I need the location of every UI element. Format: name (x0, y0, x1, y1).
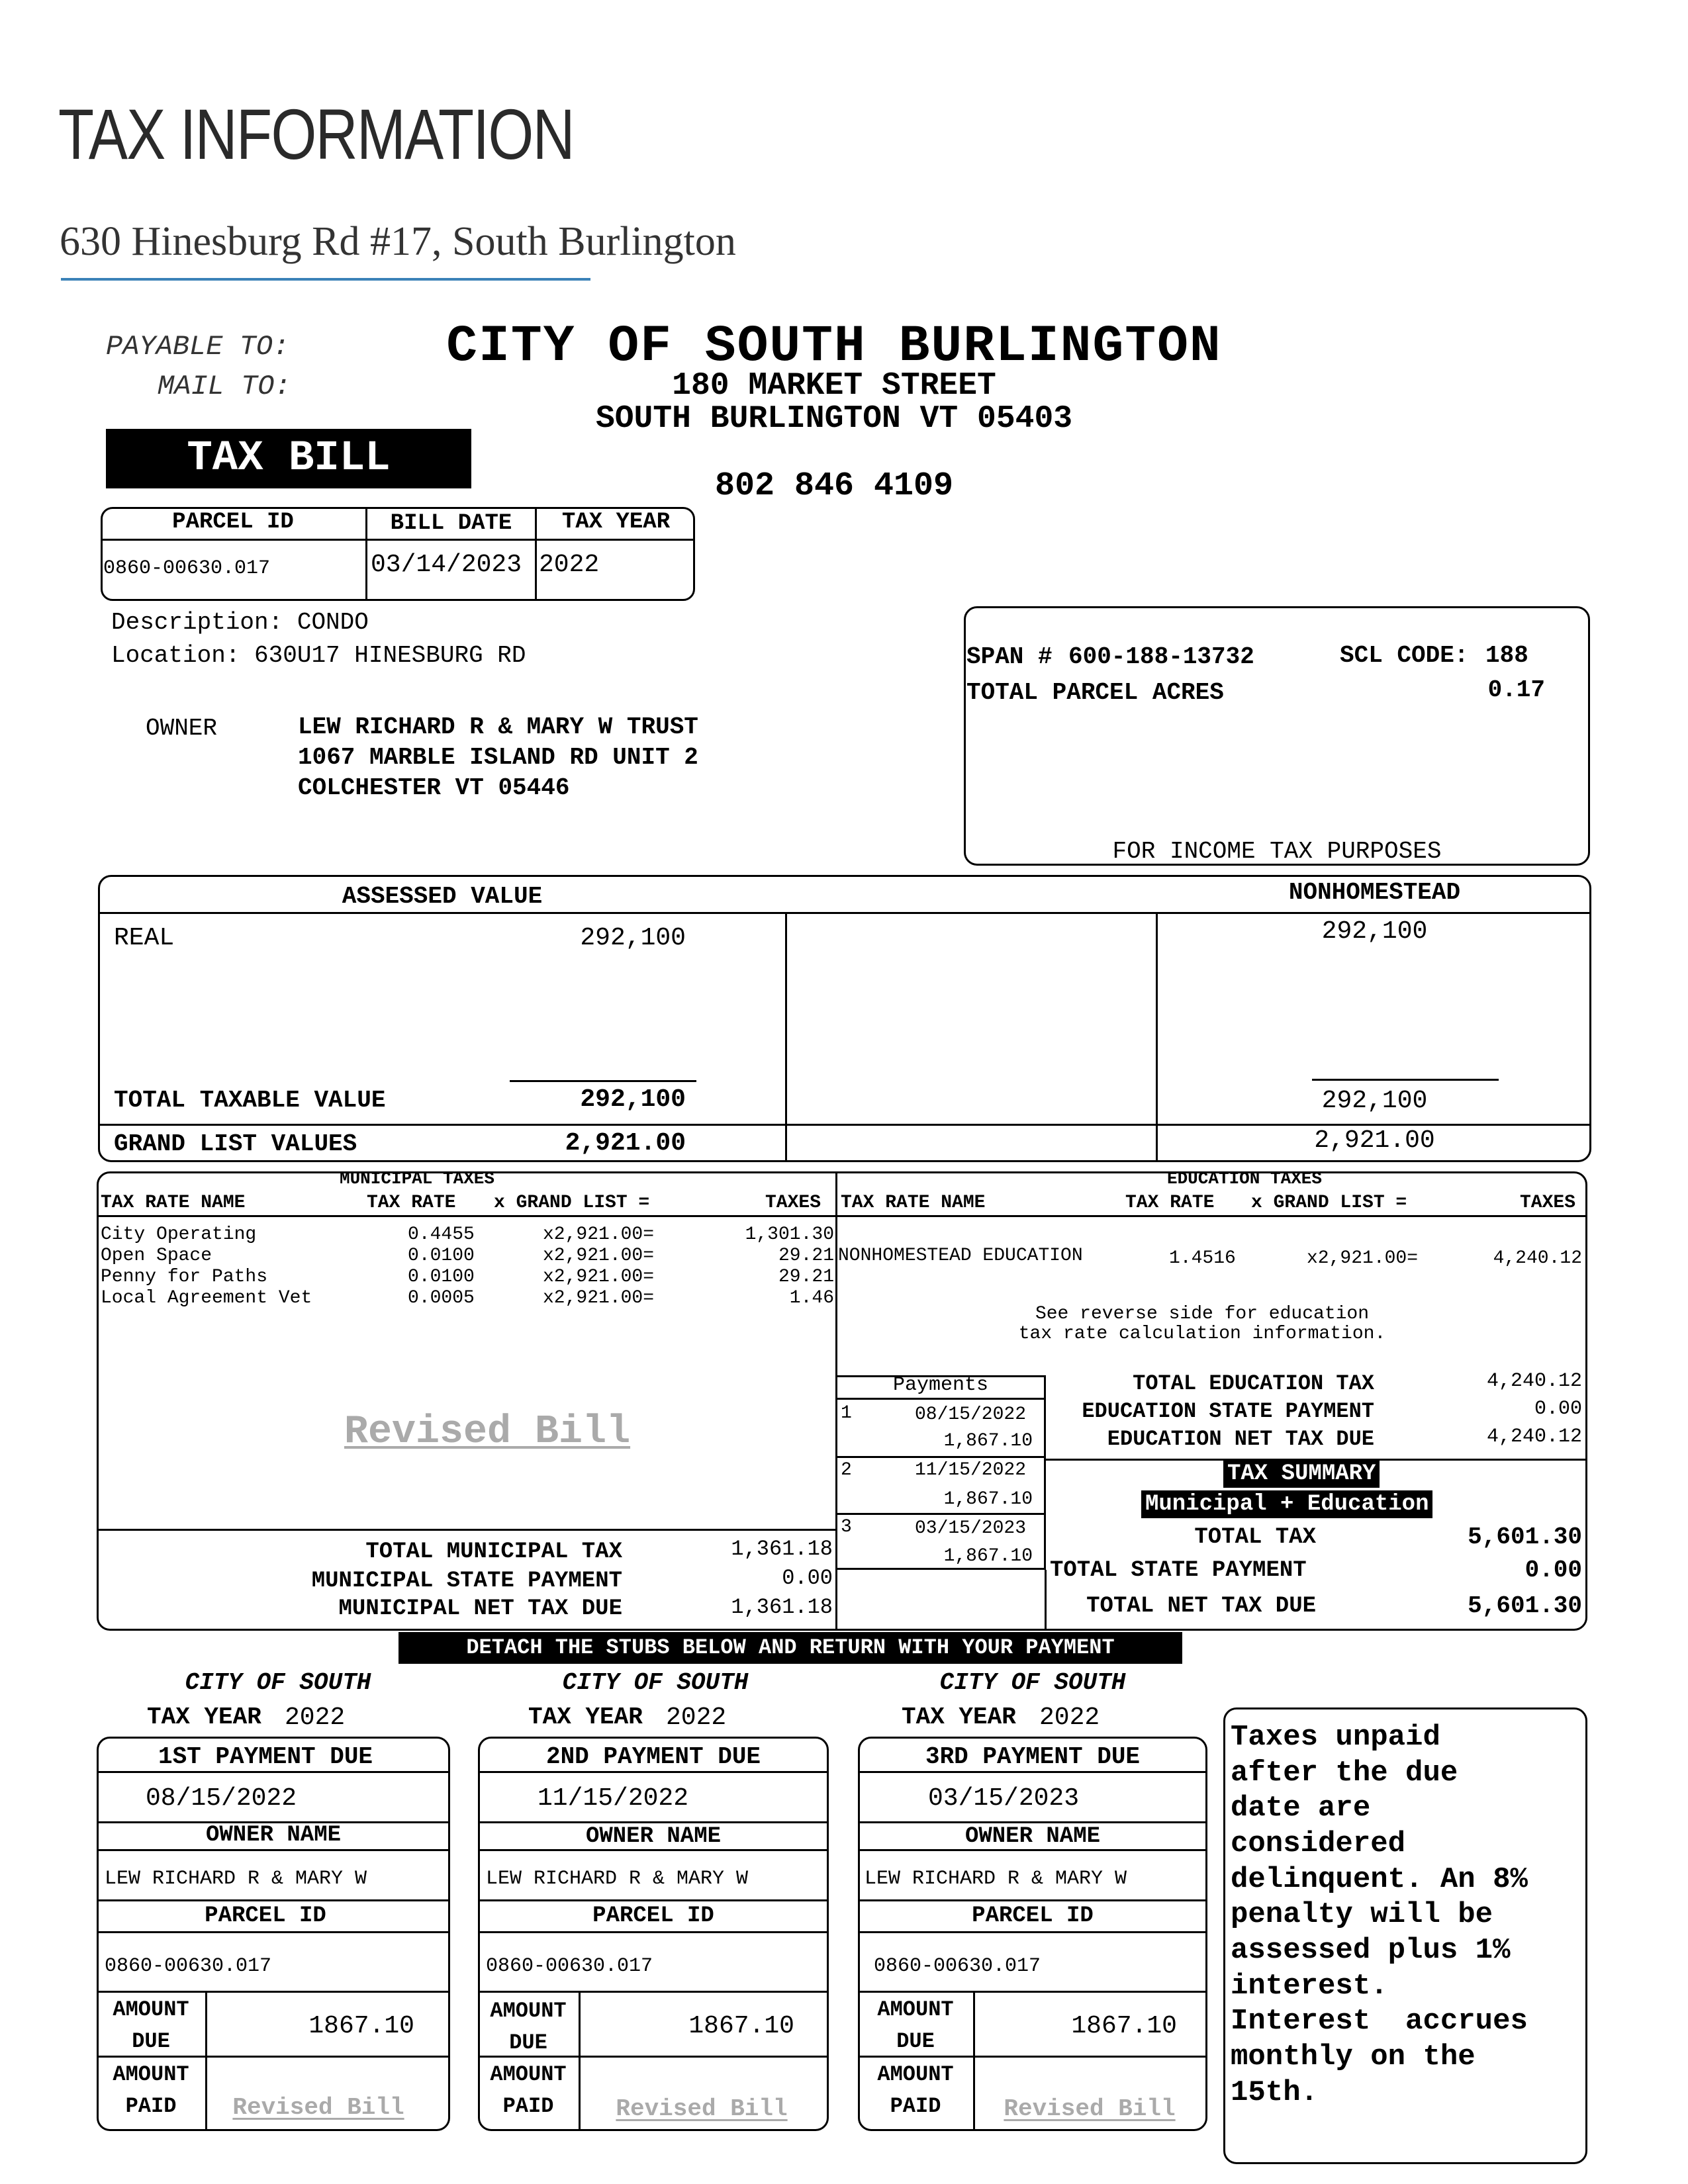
muni-row-name: Local Agreement Vet (101, 1288, 312, 1308)
parcel-description: Description: CONDO (111, 609, 369, 636)
total-education-value: 4,240.12 (1486, 1370, 1582, 1392)
muni-row-rate: 0.0005 (408, 1288, 475, 1308)
notice-line: interest. (1231, 1969, 1388, 2003)
notice-line: after the due (1231, 1756, 1458, 1790)
stub-paid-label-2: PAID (890, 2094, 941, 2118)
stub-city: CITY OF SOUTH (562, 1669, 749, 1696)
stub-owner: LEW RICHARD R & MARY W (865, 1868, 1127, 1890)
grand-list-value: 2,921.00 (565, 1129, 686, 1158)
edu-row-rate: 1.4516 (1169, 1248, 1236, 1269)
stub-parcel: 0860-00630.017 (874, 1955, 1041, 1978)
total-tax-value: 5,601.30 (1468, 1524, 1582, 1551)
education-note-line-1: See reverse side for education (1035, 1304, 1370, 1324)
owner-line-1: LEW RICHARD R & MARY W TRUST (298, 713, 698, 741)
street-address: 180 MARKET STREET (672, 368, 996, 404)
payment-amount: 1,867.10 (943, 1489, 1033, 1510)
payment-amount: 1,867.10 (943, 1431, 1033, 1451)
nonhomestead-grand-list: 2,921.00 (1314, 1126, 1435, 1155)
nonhomestead-real-value: 292,100 (1321, 917, 1428, 946)
education-state-payment-value: 0.00 (1534, 1398, 1582, 1420)
muni-row-grand: x2,921.00= (543, 1224, 655, 1245)
stub-owner-label: OWNER NAME (205, 1823, 342, 1848)
edu-row-name: NONHOMESTEAD EDUCATION (838, 1246, 1083, 1266)
notice-line: monthly on the (1231, 2040, 1476, 2074)
city-state-zip: SOUTH BURLINGTON VT 05403 (595, 401, 1073, 437)
total-net-due-value: 5,601.30 (1468, 1592, 1582, 1619)
total-taxable-label: TOTAL TAXABLE VALUE (114, 1087, 386, 1114)
assessed-value-header: ASSESSED VALUE (342, 883, 543, 910)
page-title: TAX INFORMATION (58, 94, 574, 174)
payments-header: Payments (892, 1374, 989, 1396)
stub-amount-value: 1867.10 (308, 2012, 414, 2040)
payment-number: 3 (841, 1517, 852, 1537)
total-state-payment-value: 0.00 (1524, 1557, 1582, 1584)
muni-row-grand: x2,921.00= (543, 1288, 655, 1308)
muni-row-taxes: 1.46 (789, 1288, 834, 1308)
stub-paid-value[interactable]: Revised Bill (1004, 2095, 1176, 2122)
muni-row-name: Open Space (101, 1246, 212, 1266)
stub-due-label: 2ND PAYMENT DUE (545, 1743, 761, 1770)
muni-col-taxes: TAXES (765, 1193, 821, 1213)
real-label: REAL (114, 924, 175, 952)
stub-paid-label-1: AMOUNT (113, 2062, 189, 2087)
nonhomestead-subtotal-rule (1312, 1079, 1499, 1081)
payment-number: 1 (841, 1403, 852, 1424)
total-municipal-value: 1,361.18 (731, 1537, 833, 1561)
stub-owner: LEW RICHARD R & MARY W (486, 1868, 749, 1890)
municipal-net-value: 1,361.18 (731, 1595, 833, 1619)
stub-city: CITY OF SOUTH (185, 1669, 371, 1696)
tax-year-header: TAX YEAR (561, 510, 671, 535)
owner-label: OWNER (146, 715, 218, 742)
edu-col-name: TAX RATE NAME (841, 1193, 986, 1213)
stub-amount-label-1: AMOUNT (113, 1997, 189, 2022)
real-value: 292,100 (580, 924, 686, 952)
stub-paid-value[interactable]: Revised Bill (616, 2095, 788, 2122)
payment-date: 03/15/2023 (914, 1518, 1026, 1539)
parcel-location: Location: 630U17 HINESBURG RD (111, 642, 526, 669)
stub-paid-label-1: AMOUNT (877, 2062, 954, 2087)
muni-row-rate: 0.0100 (408, 1267, 475, 1287)
payment-date: 08/15/2022 (914, 1404, 1026, 1425)
stub-due-label: 1ST PAYMENT DUE (158, 1743, 373, 1770)
education-net-value: 4,240.12 (1486, 1426, 1582, 1448)
owner-line-2: 1067 MARBLE ISLAND RD UNIT 2 (298, 744, 698, 771)
mail-to-label: MAIL TO: (158, 371, 291, 402)
stub-tax-year: 2022 (1039, 1704, 1100, 1732)
muni-row-taxes: 29.21 (778, 1246, 834, 1266)
municipal-state-payment-value: 0.00 (782, 1566, 833, 1590)
notice-line: 15th. (1231, 2075, 1319, 2109)
notice-line: date are (1231, 1792, 1371, 1825)
total-tax-label: TOTAL TAX (1194, 1525, 1316, 1550)
income-tax-note: FOR INCOME TAX PURPOSES (1112, 838, 1442, 865)
notice-line: penalty will be (1231, 1898, 1493, 1932)
scl-code-value: 188 (1485, 642, 1528, 669)
address-underline (61, 278, 590, 281)
nonhomestead-total-taxable: 292,100 (1321, 1087, 1428, 1115)
notice-line: Taxes unpaid (1231, 1721, 1440, 1754)
education-taxes-title: EDUCATION TAXES (1166, 1169, 1323, 1189)
stub-owner-label: OWNER NAME (585, 1824, 722, 1849)
property-address: 630 Hinesburg Rd #17, South Burlington (60, 219, 736, 264)
notice-line: delinquent. An 8% (1231, 1862, 1528, 1896)
parcel-id-value: 0860-00630.017 (103, 557, 271, 580)
stub-city: CITY OF SOUTH (939, 1669, 1126, 1696)
stub-paid-label-2: PAID (502, 2094, 554, 2118)
edu-col-grand: x GRAND LIST = (1251, 1193, 1407, 1213)
delinquency-notice (1223, 1707, 1587, 2164)
owner-line-3: COLCHESTER VT 05446 (298, 774, 570, 801)
stub-due-label: 3RD PAYMENT DUE (925, 1743, 1141, 1770)
muni-row-taxes: 1,301.30 (745, 1224, 834, 1245)
stub-tax-year-label: TAX YEAR (902, 1704, 1016, 1731)
municipal-net-label: MUNICIPAL NET TAX DUE (338, 1596, 622, 1621)
stub-parcel-label: PARCEL ID (205, 1903, 326, 1929)
total-net-due-label: TOTAL NET TAX DUE (1086, 1594, 1316, 1619)
tax-summary-title: TAX SUMMARY (1223, 1460, 1380, 1488)
span-number: 600-188-13732 (1068, 643, 1254, 670)
stub-amount-label-2: DUE (509, 2030, 547, 2055)
stub-parcel: 0860-00630.017 (486, 1955, 653, 1978)
payment-number: 2 (841, 1460, 852, 1480)
total-taxable-value: 292,100 (580, 1085, 686, 1114)
stub-owner-label: OWNER NAME (964, 1824, 1101, 1849)
payment-amount: 1,867.10 (943, 1546, 1033, 1567)
muni-row-grand: x2,921.00= (543, 1246, 655, 1266)
edu-col-taxes: TAXES (1519, 1193, 1575, 1213)
scl-code-label: SCL CODE: (1340, 642, 1469, 669)
stub-due-date: 11/15/2022 (538, 1784, 689, 1813)
stub-amount-label-1: AMOUNT (490, 1999, 567, 2023)
stub-owner: LEW RICHARD R & MARY W (105, 1868, 367, 1890)
muni-row-rate: 0.0100 (408, 1246, 475, 1266)
acres-label: TOTAL PARCEL ACRES (966, 679, 1224, 706)
education-state-payment-label: EDUCATION STATE PAYMENT (1082, 1399, 1374, 1424)
stub-parcel-label: PARCEL ID (592, 1903, 714, 1929)
stub-amount-label-2: DUE (896, 2029, 935, 2054)
stub-paid-label-1: AMOUNT (490, 2062, 567, 2087)
payment-date: 11/15/2022 (914, 1460, 1026, 1480)
muni-row-name: Penny for Paths (101, 1267, 268, 1287)
subtotal-rule (510, 1080, 696, 1082)
tax-year-value: 2022 (539, 551, 600, 579)
notice-line: assessed plus 1% (1231, 1934, 1511, 1968)
revised-bill-stamp: Revised Bill (344, 1410, 631, 1455)
municipal-state-payment-label: MUNICIPAL STATE PAYMENT (311, 1569, 622, 1594)
payable-to-label: PAYABLE TO: (106, 331, 290, 363)
bill-date-value: 03/14/2023 (371, 551, 522, 579)
stub-tax-year: 2022 (666, 1704, 727, 1732)
stub-due-date: 08/15/2022 (146, 1784, 297, 1813)
edu-col-rate: TAX RATE (1125, 1193, 1215, 1213)
muni-col-rate: TAX RATE (367, 1193, 456, 1213)
stub-paid-value[interactable]: Revised Bill (232, 2094, 404, 2121)
stub-tax-year-label: TAX YEAR (147, 1704, 261, 1731)
bill-date-header: BILL DATE (390, 511, 512, 536)
nonhomestead-header: NONHOMESTEAD (1288, 879, 1461, 906)
stub-due-date: 03/15/2023 (928, 1784, 1080, 1813)
muni-row-grand: x2,921.00= (543, 1267, 655, 1287)
total-state-payment-label: TOTAL STATE PAYMENT (1050, 1558, 1307, 1583)
total-education-label: TOTAL EDUCATION TAX (1133, 1371, 1374, 1396)
muni-col-grand: x GRAND LIST = (494, 1193, 650, 1213)
stub-amount-label-2: DUE (132, 2029, 170, 2054)
notice-line: Interest accrues (1231, 2005, 1528, 2038)
muni-col-name: TAX RATE NAME (101, 1193, 246, 1213)
muni-row-rate: 0.4455 (408, 1224, 475, 1245)
muni-row-taxes: 29.21 (778, 1267, 834, 1287)
total-municipal-label: TOTAL MUNICIPAL TAX (365, 1539, 622, 1565)
stub-tax-year-label: TAX YEAR (528, 1704, 643, 1731)
detach-banner: DETACH THE STUBS BELOW AND RETURN WITH YOUR PAYMENT (399, 1632, 1182, 1664)
span-label: SPAN # (966, 643, 1053, 670)
city-name: CITY OF SOUTH BURLINGTON (446, 318, 1222, 376)
stub-parcel: 0860-00630.017 (105, 1955, 272, 1978)
stub-amount-value: 1867.10 (1071, 2012, 1177, 2040)
education-note-line-2: tax rate calculation information. (1018, 1324, 1386, 1344)
stub-amount-value: 1867.10 (688, 2012, 794, 2040)
stub-tax-year: 2022 (285, 1704, 346, 1732)
municipal-taxes-title: MUNICIPAL TAXES (339, 1169, 495, 1189)
edu-row-taxes: 4,240.12 (1493, 1248, 1582, 1269)
grand-list-label: GRAND LIST VALUES (114, 1130, 357, 1158)
parcel-id-header: PARCEL ID (172, 510, 294, 535)
notice-line: considered (1231, 1827, 1406, 1861)
tax-bill-label: TAX BILL (106, 429, 471, 488)
tax-summary-subtitle: Municipal + Education (1141, 1490, 1432, 1518)
edu-row-grand: x2,921.00= (1307, 1248, 1419, 1269)
phone-number: 802 846 4109 (714, 467, 954, 505)
stub-paid-label-2: PAID (125, 2094, 177, 2118)
stub-amount-label-1: AMOUNT (877, 1997, 954, 2022)
acres-value: 0.17 (1487, 676, 1545, 704)
stub-parcel-label: PARCEL ID (972, 1903, 1094, 1929)
education-net-label: EDUCATION NET TAX DUE (1107, 1427, 1374, 1451)
muni-row-name: City Operating (101, 1224, 257, 1245)
